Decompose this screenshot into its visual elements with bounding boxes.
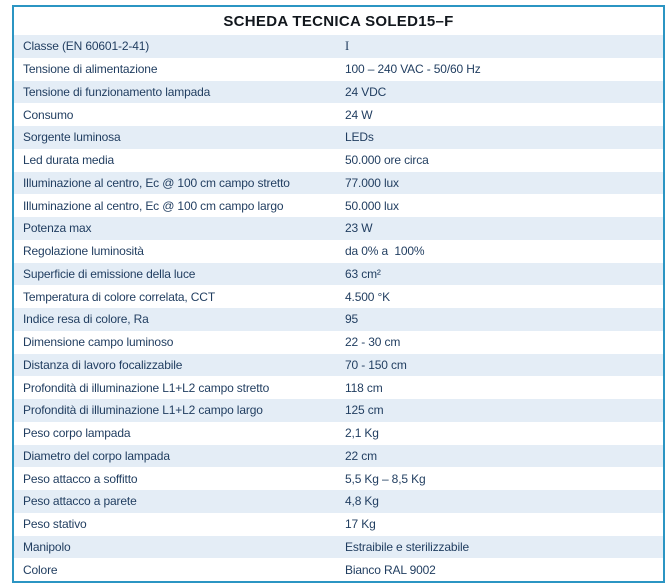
table-body — [14, 35, 663, 581]
spec-sheet-table — [12, 5, 665, 583]
table-row — [14, 240, 663, 263]
spec-value: Bianco RAL 9002 — [345, 562, 436, 577]
spec-value: 50.000 ore circa — [345, 153, 429, 168]
spec-value: 24 W — [345, 107, 373, 122]
spec-value: 70 - 150 cm — [345, 357, 407, 372]
spec-label: Regolazione luminosità — [23, 244, 144, 259]
table-row — [14, 354, 663, 377]
spec-value: Estraibile e sterilizzabile — [345, 539, 470, 554]
table-row — [14, 558, 663, 581]
spec-value: 118 cm — [345, 380, 383, 395]
table-row — [14, 536, 663, 559]
spec-label: Indice resa di colore, Ra — [23, 312, 149, 327]
spec-label: Consumo — [23, 107, 74, 122]
spec-label: Profondità di illuminazione L1+L2 campo stretto — [23, 380, 270, 395]
spec-label: Colore — [23, 562, 58, 577]
table-row — [14, 149, 663, 172]
table-row — [14, 513, 663, 536]
spec-label: Tensione di alimentazione — [23, 62, 158, 77]
table-title-row — [14, 7, 663, 35]
table-row — [14, 308, 663, 331]
spec-value: I — [345, 38, 350, 53]
spec-label: Classe (EN 60601-2-41) — [23, 39, 150, 54]
table-row — [14, 217, 663, 240]
table-row — [14, 35, 663, 58]
spec-value: 4,8 Kg — [345, 494, 379, 509]
table-row — [14, 126, 663, 149]
spec-value: LEDs — [345, 130, 374, 145]
spec-label: Temperatura di colore correlata, CCT — [23, 289, 216, 304]
spec-label: Sorgente luminosa — [23, 130, 121, 145]
spec-value: 95 — [345, 312, 359, 327]
spec-value: 77.000 lux — [345, 175, 399, 190]
spec-label: Illuminazione al centro, Ec @ 100 cm campo stretto — [23, 175, 290, 190]
spec-label: Peso attacco a soffitto — [23, 471, 138, 486]
spec-label: Manipolo — [23, 539, 71, 554]
spec-label: Profondità di illuminazione L1+L2 campo largo — [23, 403, 263, 418]
spec-value: da 0% a 100% — [345, 244, 425, 259]
spec-label: Led durata media — [23, 153, 114, 168]
spec-value: 22 - 30 cm — [345, 335, 401, 350]
spec-label: Superficie di emissione della luce — [23, 266, 196, 281]
table-row — [14, 376, 663, 399]
table-row — [14, 81, 663, 104]
spec-value: 63 cm² — [345, 266, 381, 281]
spec-value: 23 W — [345, 221, 373, 236]
table-row — [14, 285, 663, 308]
spec-label: Tensione di funzionamento lampada — [23, 84, 211, 99]
table-row — [14, 445, 663, 468]
spec-value: 24 VDC — [345, 84, 387, 99]
spec-value: 50.000 lux — [345, 198, 399, 213]
table-row — [14, 58, 663, 81]
spec-label: Diametro del corpo lampada — [23, 448, 170, 463]
spec-value: 22 cm — [345, 448, 377, 463]
spec-value: 100 – 240 VAC - 50/60 Hz — [345, 62, 481, 77]
table-title: SCHEDA TECNICA SOLED15–F — [223, 12, 454, 30]
table-row — [14, 467, 663, 490]
spec-label: Illuminazione al centro, Ec @ 100 cm campo largo — [23, 198, 284, 213]
table-row — [14, 399, 663, 422]
table-row — [14, 103, 663, 126]
table-row — [14, 194, 663, 217]
spec-value: 4.500 °K — [345, 289, 390, 304]
spec-label: Peso attacco a parete — [23, 494, 137, 509]
table-row — [14, 422, 663, 445]
table-row — [14, 331, 663, 354]
spec-label: Dimensione campo luminoso — [23, 335, 174, 350]
table-row — [14, 490, 663, 513]
spec-label: Peso corpo lampada — [23, 426, 131, 441]
spec-label: Potenza max — [23, 221, 92, 236]
spec-value: 2,1 Kg — [345, 426, 379, 441]
spec-value: 17 Kg — [345, 517, 376, 532]
spec-value: 5,5 Kg – 8,5 Kg — [345, 471, 426, 486]
table-row — [14, 172, 663, 195]
table-row — [14, 263, 663, 286]
spec-label: Distanza di lavoro focalizzabile — [23, 357, 183, 372]
spec-label: Peso stativo — [23, 517, 87, 532]
spec-value: 125 cm — [345, 403, 384, 418]
